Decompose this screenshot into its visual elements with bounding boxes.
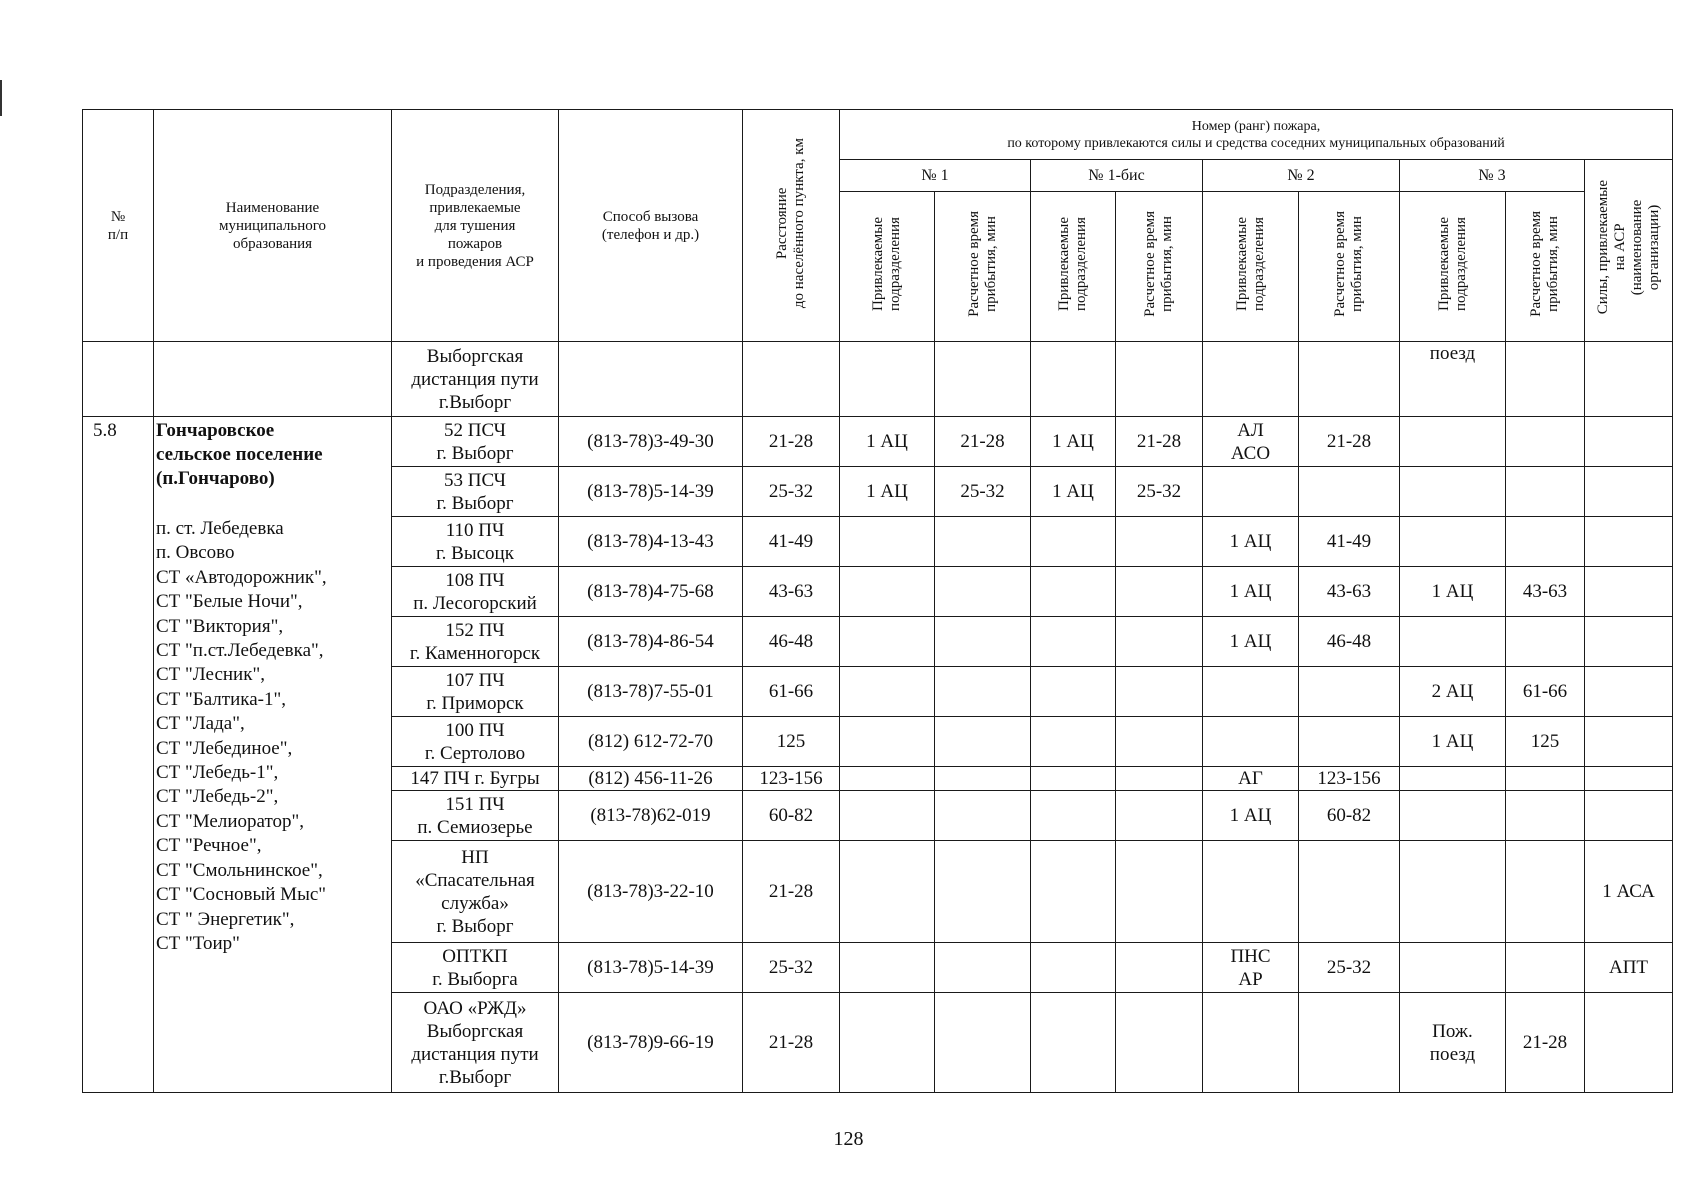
cell-asr-forces-text: 1 АСА [1602, 881, 1655, 902]
cell-rank3-time-text: 21-28 [1522, 1032, 1568, 1053]
cell-unit-text: 152 ПЧ г. Каменногорск [409, 619, 541, 664]
cell-rank2-units [1203, 417, 1299, 467]
cell-rank2-units [1203, 767, 1299, 791]
cell-unit [392, 767, 559, 791]
cell-rank1bis-units [1031, 617, 1116, 667]
cell-rank2-time-text: 41-49 [1326, 531, 1372, 552]
cell-rank1bis-units [1031, 993, 1116, 1093]
cell-unit-text: 108 ПЧ п. Лесогорский [413, 569, 537, 614]
continuation-unit: Выборгская дистанция пути г.Выборг [392, 342, 559, 417]
cell-asr-forces [1585, 943, 1673, 993]
cell-rank1-units [840, 791, 935, 841]
cell-rank2-units-text: АГ [1238, 768, 1263, 789]
cell-rank1bis-time [1116, 717, 1203, 767]
cell-rank1-time [935, 517, 1031, 567]
cell-rank2-time-text: 43-63 [1326, 581, 1372, 602]
cell-rank3-units-text: 1 АЦ [1431, 581, 1474, 602]
header-rank3-time: Расчетное время прибытия, мин [1506, 192, 1585, 342]
cell-rank1bis-time [1116, 841, 1203, 943]
cell-rank3-units-text: 2 АЦ [1431, 681, 1474, 702]
cell-rank1bis-time [1116, 617, 1203, 667]
cell-distance [743, 791, 840, 841]
cell-rank3-units [1400, 791, 1506, 841]
cell-rank2-time [1299, 717, 1400, 767]
cell-unit-text: 147 ПЧ г. Бугры [410, 768, 540, 789]
cell-asr-forces [1585, 567, 1673, 617]
cell-unit [392, 667, 559, 717]
cell-phone-text: (813-78)4-13-43 [587, 531, 714, 552]
cell-rank2-time-text: 21-28 [1326, 431, 1372, 452]
cell-rank2-units [1203, 717, 1299, 767]
continuation-rank3-unit: поезд [1400, 342, 1506, 417]
header-rank-3: № 3 [1400, 160, 1585, 192]
header-rank-1bis: № 1-бис [1031, 160, 1203, 192]
header-municipality: Наименование муниципального образования [154, 110, 392, 342]
cell-rank1bis-units-text: 1 АЦ [1052, 481, 1094, 502]
cell-rank2-time [1299, 791, 1400, 841]
cell-unit [392, 841, 559, 943]
cell-rank1-units [840, 767, 935, 791]
cell-rank1-time [935, 791, 1031, 841]
cell-unit-text: ОАО «РЖД» Выборгская дистанция пути г.Выборг [411, 997, 539, 1088]
cell-unit [392, 993, 559, 1093]
cell-phone [559, 517, 743, 567]
cell-distance [743, 841, 840, 943]
cell-rank1bis-time [1116, 567, 1203, 617]
cell-unit-text: ОПТКП г. Выборга [432, 945, 518, 990]
cell-rank2-time-text: 60-82 [1326, 805, 1372, 826]
header-call-method: Способ вызова (телефон и др.) [559, 110, 743, 342]
cell-distance [743, 993, 840, 1093]
cell-rank1bis-units [1031, 791, 1116, 841]
cell-rank2-units [1203, 943, 1299, 993]
cell-rank2-units-text: 1 АЦ [1229, 581, 1272, 602]
cell-rank2-units [1203, 617, 1299, 667]
cell-asr-forces [1585, 517, 1673, 567]
cell-rank2-units [1203, 467, 1299, 517]
cell-rank1-units [840, 667, 935, 717]
cell-rank3-units [1400, 841, 1506, 943]
cell-rank2-units-text: АЛ АСО [1230, 419, 1271, 464]
cell-rank2-time-text: 25-32 [1326, 957, 1372, 978]
cell-asr-forces [1585, 993, 1673, 1093]
cell-rank1-time [935, 617, 1031, 667]
cell-rank2-time [1299, 993, 1400, 1093]
cell-asr-forces [1585, 667, 1673, 717]
header-rank-2: № 2 [1203, 160, 1400, 192]
cell-distance [743, 417, 840, 467]
cell-rank3-units [1400, 993, 1506, 1093]
cell-rank1bis-time [1116, 993, 1203, 1093]
cell-empty [935, 342, 1031, 417]
cell-empty [83, 342, 154, 417]
cell-rank3-time [1506, 767, 1585, 791]
cell-rank1-units [840, 841, 935, 943]
cell-phone-text: (813-78)5-14-39 [587, 957, 714, 978]
cell-rank1-time-text: 25-32 [960, 481, 1005, 502]
org-cell [154, 417, 392, 1093]
cell-rank2-time [1299, 841, 1400, 943]
cell-rank1-units [840, 517, 935, 567]
cell-rank2-units-text: 1 АЦ [1229, 631, 1272, 652]
cell-rank1-time [935, 667, 1031, 717]
org-settlements: п. ст. Лебедевка п. Овсово СТ «Автодорожник", СТ "Белые Ночи", СТ "Виктория", СТ "п.ст.Лебедевка", СТ "Лесник", СТ "Балтика-1", СТ "Лада", СТ "Лебединое", СТ "Лебедь-1", СТ "Лебедь-2", СТ "Мелиоратор", СТ "Речное", СТ "Смольнинское", СТ "Сосновый Мыс" СТ " Энергетик", СТ "Тоир" [156, 518, 327, 954]
cell-rank3-time-text: 61-66 [1522, 681, 1568, 702]
cell-unit [392, 717, 559, 767]
cell-phone-text: (813-78)62-019 [590, 805, 711, 826]
cell-rank1bis-units [1031, 767, 1116, 791]
cell-rank2-units [1203, 791, 1299, 841]
header-units: Подразделения, привлекаемые для тушения пожаров и проведения АСР [392, 110, 559, 342]
cell-unit [392, 567, 559, 617]
continuation-row [83, 342, 1673, 417]
cell-phone [559, 567, 743, 617]
cell-asr-forces [1585, 767, 1673, 791]
cell-unit [392, 517, 559, 567]
cell-rank3-units [1400, 467, 1506, 517]
cell-rank1bis-time [1116, 943, 1203, 993]
cell-rank1bis-units [1031, 717, 1116, 767]
cell-empty [743, 342, 840, 417]
cell-rank3-units [1400, 567, 1506, 617]
cell-asr-forces [1585, 841, 1673, 943]
cell-rank2-units [1203, 667, 1299, 717]
cell-rank1bis-time-text: 21-28 [1136, 431, 1182, 452]
cell-empty [1031, 342, 1116, 417]
cell-unit [392, 791, 559, 841]
cell-asr-forces [1585, 417, 1673, 467]
cell-empty [1203, 342, 1299, 417]
cell-phone-text: (812) 456-11-26 [588, 768, 713, 789]
cell-rank3-units [1400, 767, 1506, 791]
cell-rank3-time [1506, 617, 1585, 667]
cell-rank1bis-units-text: 1 АЦ [1052, 431, 1094, 452]
cell-rank3-time [1506, 841, 1585, 943]
cell-distance [743, 617, 840, 667]
cell-unit-text: 53 ПСЧ г. Выборг [436, 469, 514, 514]
cell-rank1-time [935, 943, 1031, 993]
cell-rank3-units [1400, 943, 1506, 993]
cell-asr-forces [1585, 791, 1673, 841]
cell-rank2-time [1299, 517, 1400, 567]
cell-rank3-units [1400, 517, 1506, 567]
cell-distance [743, 467, 840, 517]
cell-rank1bis-time [1116, 517, 1203, 567]
cell-phone-text: (812) 612-72-70 [587, 731, 714, 752]
cell-rank1-time [935, 717, 1031, 767]
cell-rank3-units [1400, 417, 1506, 467]
cell-empty [1585, 342, 1673, 417]
cell-distance-text: 123-156 [759, 768, 823, 789]
cell-phone [559, 791, 743, 841]
cell-unit-text: 100 ПЧ г. Сертолово [424, 719, 526, 764]
cell-rank1bis-time [1116, 467, 1203, 517]
cell-unit-text: НП «Спасательная служба» г. Выборг [415, 846, 535, 937]
cell-rank2-units [1203, 841, 1299, 943]
cell-rank3-time [1506, 717, 1585, 767]
cell-rank1-time-text: 21-28 [960, 431, 1005, 452]
cell-rank1bis-units [1031, 517, 1116, 567]
header-rank1bis-units: Привлекаемые подразделения [1031, 192, 1116, 342]
cell-phone-text: (813-78)4-75-68 [587, 581, 714, 602]
cell-rank3-time [1506, 993, 1585, 1093]
cell-rank2-units-text: 1 АЦ [1229, 531, 1272, 552]
cell-unit-text: 110 ПЧ г. Высоцк [436, 519, 514, 564]
cell-phone [559, 841, 743, 943]
cell-rank2-time [1299, 767, 1400, 791]
header-rank-1: № 1 [840, 160, 1031, 192]
cell-rank1bis-time [1116, 417, 1203, 467]
header-rank3-units: Привлекаемые подразделения [1400, 192, 1506, 342]
cell-unit [392, 417, 559, 467]
cell-rank3-time [1506, 467, 1585, 517]
header-rank2-time: Расчетное время прибытия, мин [1299, 192, 1400, 342]
header-asr-forces: Силы, привлекаемые на АСР (наименование организации) [1585, 160, 1673, 342]
cell-rank2-time [1299, 417, 1400, 467]
header-num: № п/п [83, 110, 154, 342]
cell-rank2-time [1299, 467, 1400, 517]
scan-edge-mark [0, 80, 2, 116]
cell-distance-text: 25-32 [768, 957, 814, 978]
cell-rank1-units [840, 617, 935, 667]
cell-distance [743, 767, 840, 791]
cell-rank1-time [935, 467, 1031, 517]
cell-empty [1116, 342, 1203, 417]
cell-rank1-units [840, 717, 935, 767]
cell-asr-forces [1585, 467, 1673, 517]
cell-rank2-units [1203, 993, 1299, 1093]
cell-unit-text: 151 ПЧ п. Семиозерье [417, 793, 533, 838]
cell-rank1bis-time-text: 25-32 [1136, 481, 1182, 502]
org-number: 5.8 [83, 417, 154, 1093]
cell-phone [559, 943, 743, 993]
cell-rank2-time [1299, 667, 1400, 717]
cell-rank3-units [1400, 617, 1506, 667]
cell-rank3-time-text: 43-63 [1522, 581, 1568, 602]
cell-rank1-time [935, 567, 1031, 617]
cell-distance-text: 60-82 [768, 805, 814, 826]
cell-phone [559, 467, 743, 517]
cell-distance [743, 567, 840, 617]
cell-phone [559, 417, 743, 467]
cell-rank1-units [840, 417, 935, 467]
header-rank1bis-time: Расчетное время прибытия, мин [1116, 192, 1203, 342]
cell-rank3-time [1506, 943, 1585, 993]
cell-distance-text: 125 [776, 731, 806, 752]
cell-phone-text: (813-78)9-66-19 [587, 1032, 714, 1053]
cell-distance-text: 21-28 [768, 881, 814, 902]
cell-phone-text: (813-78)7-55-01 [587, 681, 714, 702]
cell-rank2-units [1203, 517, 1299, 567]
cell-rank2-time-text: 123-156 [1317, 768, 1381, 789]
cell-rank1-time [935, 841, 1031, 943]
header-rank1-time: Расчетное время прибытия, мин [935, 192, 1031, 342]
cell-distance-text: 61-66 [768, 681, 814, 702]
cell-empty [1299, 342, 1400, 417]
cell-distance-text: 21-28 [768, 1032, 814, 1053]
cell-phone-text: (813-78)3-22-10 [587, 881, 714, 902]
cell-asr-forces [1585, 617, 1673, 667]
cell-rank3-units [1400, 717, 1506, 767]
cell-phone [559, 993, 743, 1093]
cell-phone-text: (813-78)5-14-39 [587, 481, 714, 502]
cell-rank3-units-text: Пож. поезд [1429, 1020, 1476, 1065]
cell-rank1-units [840, 943, 935, 993]
cell-asr-forces [1585, 717, 1673, 767]
header-rank1-units: Привлекаемые подразделения [840, 192, 935, 342]
cell-rank1-units [840, 567, 935, 617]
cell-unit-text: 107 ПЧ г. Приморск [426, 669, 524, 714]
cell-rank3-units [1400, 667, 1506, 717]
cell-rank2-units-text: 1 АЦ [1229, 805, 1272, 826]
cell-empty [840, 342, 935, 417]
cell-phone [559, 667, 743, 717]
cell-distance-text: 21-28 [768, 431, 814, 452]
cell-distance [743, 717, 840, 767]
cell-empty [154, 342, 392, 417]
cell-rank1bis-units [1031, 841, 1116, 943]
cell-rank2-units [1203, 567, 1299, 617]
cell-distance [743, 517, 840, 567]
cell-rank1-units [840, 993, 935, 1093]
cell-unit [392, 943, 559, 993]
cell-distance-text: 46-48 [768, 631, 814, 652]
cell-rank3-time [1506, 791, 1585, 841]
cell-rank1bis-units [1031, 943, 1116, 993]
cell-rank3-time [1506, 517, 1585, 567]
cell-distance-text: 41-49 [768, 531, 814, 552]
cell-rank2-time [1299, 617, 1400, 667]
cell-phone-text: (813-78)4-86-54 [587, 631, 714, 652]
cell-rank1bis-time [1116, 767, 1203, 791]
cell-rank1bis-units [1031, 467, 1116, 517]
cell-rank1bis-time [1116, 791, 1203, 841]
header-rank2-units: Привлекаемые подразделения [1203, 192, 1299, 342]
cell-empty [559, 342, 743, 417]
cell-distance-text: 25-32 [768, 481, 814, 502]
cell-phone [559, 717, 743, 767]
cell-phone [559, 617, 743, 667]
cell-rank1-units-text: 1 АЦ [866, 431, 908, 452]
cell-rank1-time [935, 993, 1031, 1093]
page-number: 128 [833, 1128, 864, 1150]
cell-rank1bis-units [1031, 417, 1116, 467]
org-name: Гончаровское сельское поселение (п.Гончарово) [156, 420, 323, 489]
cell-rank1-units-text: 1 АЦ [866, 481, 908, 502]
header-rank-title: Номер (ранг) пожара, по которому привлекаются силы и средства соседних муниципальных образований [840, 110, 1673, 160]
cell-rank2-time [1299, 567, 1400, 617]
header-distance: Расстояние до населённого пункта, км [743, 110, 840, 342]
cell-phone [559, 767, 743, 791]
cell-rank3-time-text: 125 [1530, 731, 1560, 752]
cell-rank1bis-time [1116, 667, 1203, 717]
cell-rank3-time [1506, 567, 1585, 617]
cell-empty [1506, 342, 1585, 417]
cell-unit [392, 617, 559, 667]
cell-asr-forces-text: АПТ [1608, 957, 1649, 978]
cell-unit-text: 52 ПСЧ г. Выборг [436, 419, 514, 464]
cell-rank2-time-text: 46-48 [1326, 631, 1372, 652]
cell-rank1-time [935, 767, 1031, 791]
cell-rank1bis-units [1031, 567, 1116, 617]
cell-phone-text: (813-78)3-49-30 [587, 431, 714, 452]
table-row [83, 417, 1673, 467]
cell-distance [743, 667, 840, 717]
cell-rank2-units-text: ПНС АР [1230, 945, 1271, 990]
cell-rank1-units [840, 467, 935, 517]
cell-unit [392, 467, 559, 517]
cell-distance-text: 43-63 [768, 581, 814, 602]
cell-rank3-time [1506, 417, 1585, 467]
cell-rank3-time [1506, 667, 1585, 717]
fire-forces-table [82, 109, 1673, 1093]
cell-rank2-time [1299, 943, 1400, 993]
cell-rank3-units-text: 1 АЦ [1431, 731, 1474, 752]
cell-rank1-time [935, 417, 1031, 467]
cell-distance [743, 943, 840, 993]
cell-rank1bis-units [1031, 667, 1116, 717]
